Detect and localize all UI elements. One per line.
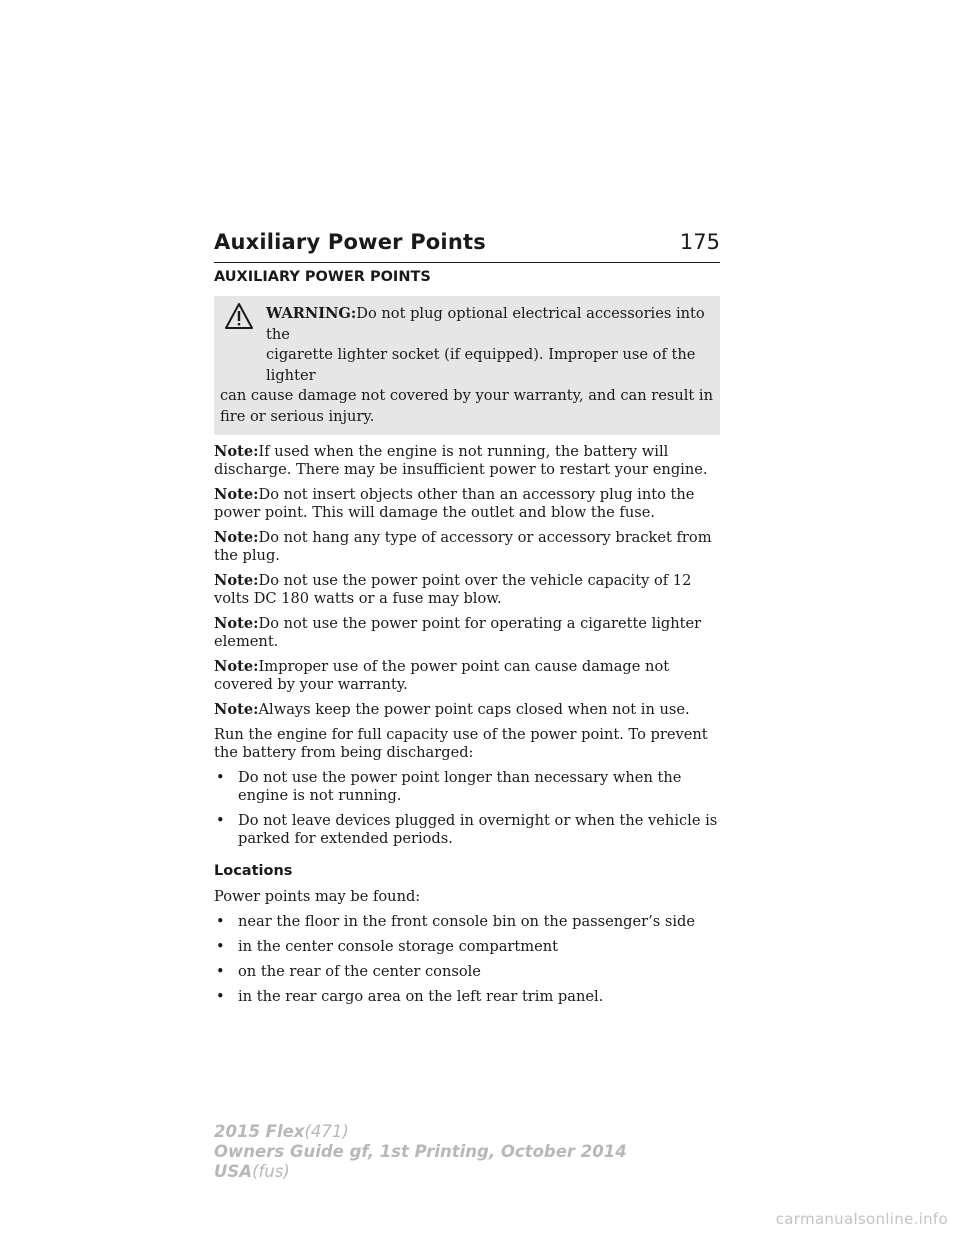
watermark: carmanualsonline.info (775, 1210, 948, 1228)
page-footer (214, 1122, 627, 1182)
note-text: Improper use of the power point can cause damage not covered by your warranty. (214, 658, 670, 693)
note-label: Note: (214, 529, 259, 546)
note-label: Note: (214, 701, 259, 718)
bullet-icon: • (216, 913, 225, 930)
bullet-icon: • (216, 963, 225, 980)
warning-label: WARNING: (266, 305, 357, 322)
note-item (214, 486, 720, 522)
note-text: Do not use the power point over the vehicle capacity of 12 volts DC 180 watts or a fuse may blow. (214, 572, 692, 607)
note-text: If used when the engine is not running, the battery will discharge. There may be insufficient power to restart your engine. (214, 443, 708, 478)
list-item-text: in the center console storage compartment (238, 938, 559, 955)
bullet-icon: • (216, 812, 225, 829)
page-number: 175 (679, 230, 720, 254)
page-header (214, 226, 720, 263)
note-label: Note: (214, 572, 259, 589)
list-item (214, 988, 720, 1006)
locations-bullets (214, 913, 720, 1006)
locations-intro: Power points may be found: (214, 888, 421, 905)
footer-line1: 2015 Flex(471) (214, 1122, 349, 1141)
note-label: Note: (214, 486, 259, 503)
list-item-text: on the rear of the center console (238, 963, 481, 980)
page-content (214, 268, 720, 1013)
list-item-text: Do not use the power point longer than necessary when the engine is not running. (238, 769, 682, 804)
list-item (214, 812, 720, 848)
list-item (214, 769, 720, 805)
warning-text (220, 345, 714, 386)
run-bullets (214, 769, 720, 848)
note-item (214, 572, 720, 608)
note-item (214, 701, 720, 719)
bullet-icon: • (216, 769, 225, 786)
warning-first-line (220, 304, 714, 345)
note-label: Note: (214, 658, 259, 675)
note-item (214, 658, 720, 694)
notes-list (214, 443, 720, 719)
list-item (214, 963, 720, 981)
bullet-icon: • (216, 988, 225, 1005)
bullet-icon: • (216, 938, 225, 955)
note-item (214, 615, 720, 651)
note-text: Always keep the power point caps closed when not in use. (258, 701, 690, 718)
note-text: Do not use the power point for operating a cigarette lighter element. (214, 615, 702, 650)
section-title: AUXILIARY POWER POINTS (214, 269, 431, 285)
note-label: Note: (214, 615, 259, 632)
note-item (214, 443, 720, 479)
warning-text-line1: Do not plug optional electrical accessories into the (266, 305, 705, 343)
note-text: Do not insert objects other than an accessory plug into the power point. This will damage the outlet and blow the fuse. (214, 486, 695, 521)
note-label: Note: (214, 443, 259, 460)
footer-line2: Owners Guide gf, 1st Printing, October 2014 (214, 1142, 627, 1161)
note-item (214, 529, 720, 565)
list-item (214, 938, 720, 956)
chapter-title: Auxiliary Power Points (214, 230, 486, 254)
warning-box (214, 296, 720, 435)
footer-line3: USA(fus) (214, 1162, 290, 1181)
locations-heading: Locations (214, 863, 293, 879)
run-engine-paragraph: Run the engine for full capacity use of the power point. To prevent the battery from being discharged: (214, 726, 708, 761)
warning-text-continued: can cause damage not covered by your warranty, and can result in fire or serious injury. (220, 387, 713, 425)
list-item (214, 913, 720, 931)
warning-triangle-icon (224, 302, 254, 330)
list-item-text: near the floor in the front console bin on the passenger’s side (238, 913, 696, 930)
list-item-text: Do not leave devices plugged in overnight or when the vehicle is parked for extended periods. (238, 812, 718, 847)
warning-text-line2: cigarette lighter socket (if equipped). Improper use of the lighter (266, 346, 696, 384)
note-text: Do not hang any type of accessory or accessory bracket from the plug. (214, 529, 712, 564)
list-item-text: in the rear cargo area on the left rear trim panel. (238, 988, 604, 1005)
